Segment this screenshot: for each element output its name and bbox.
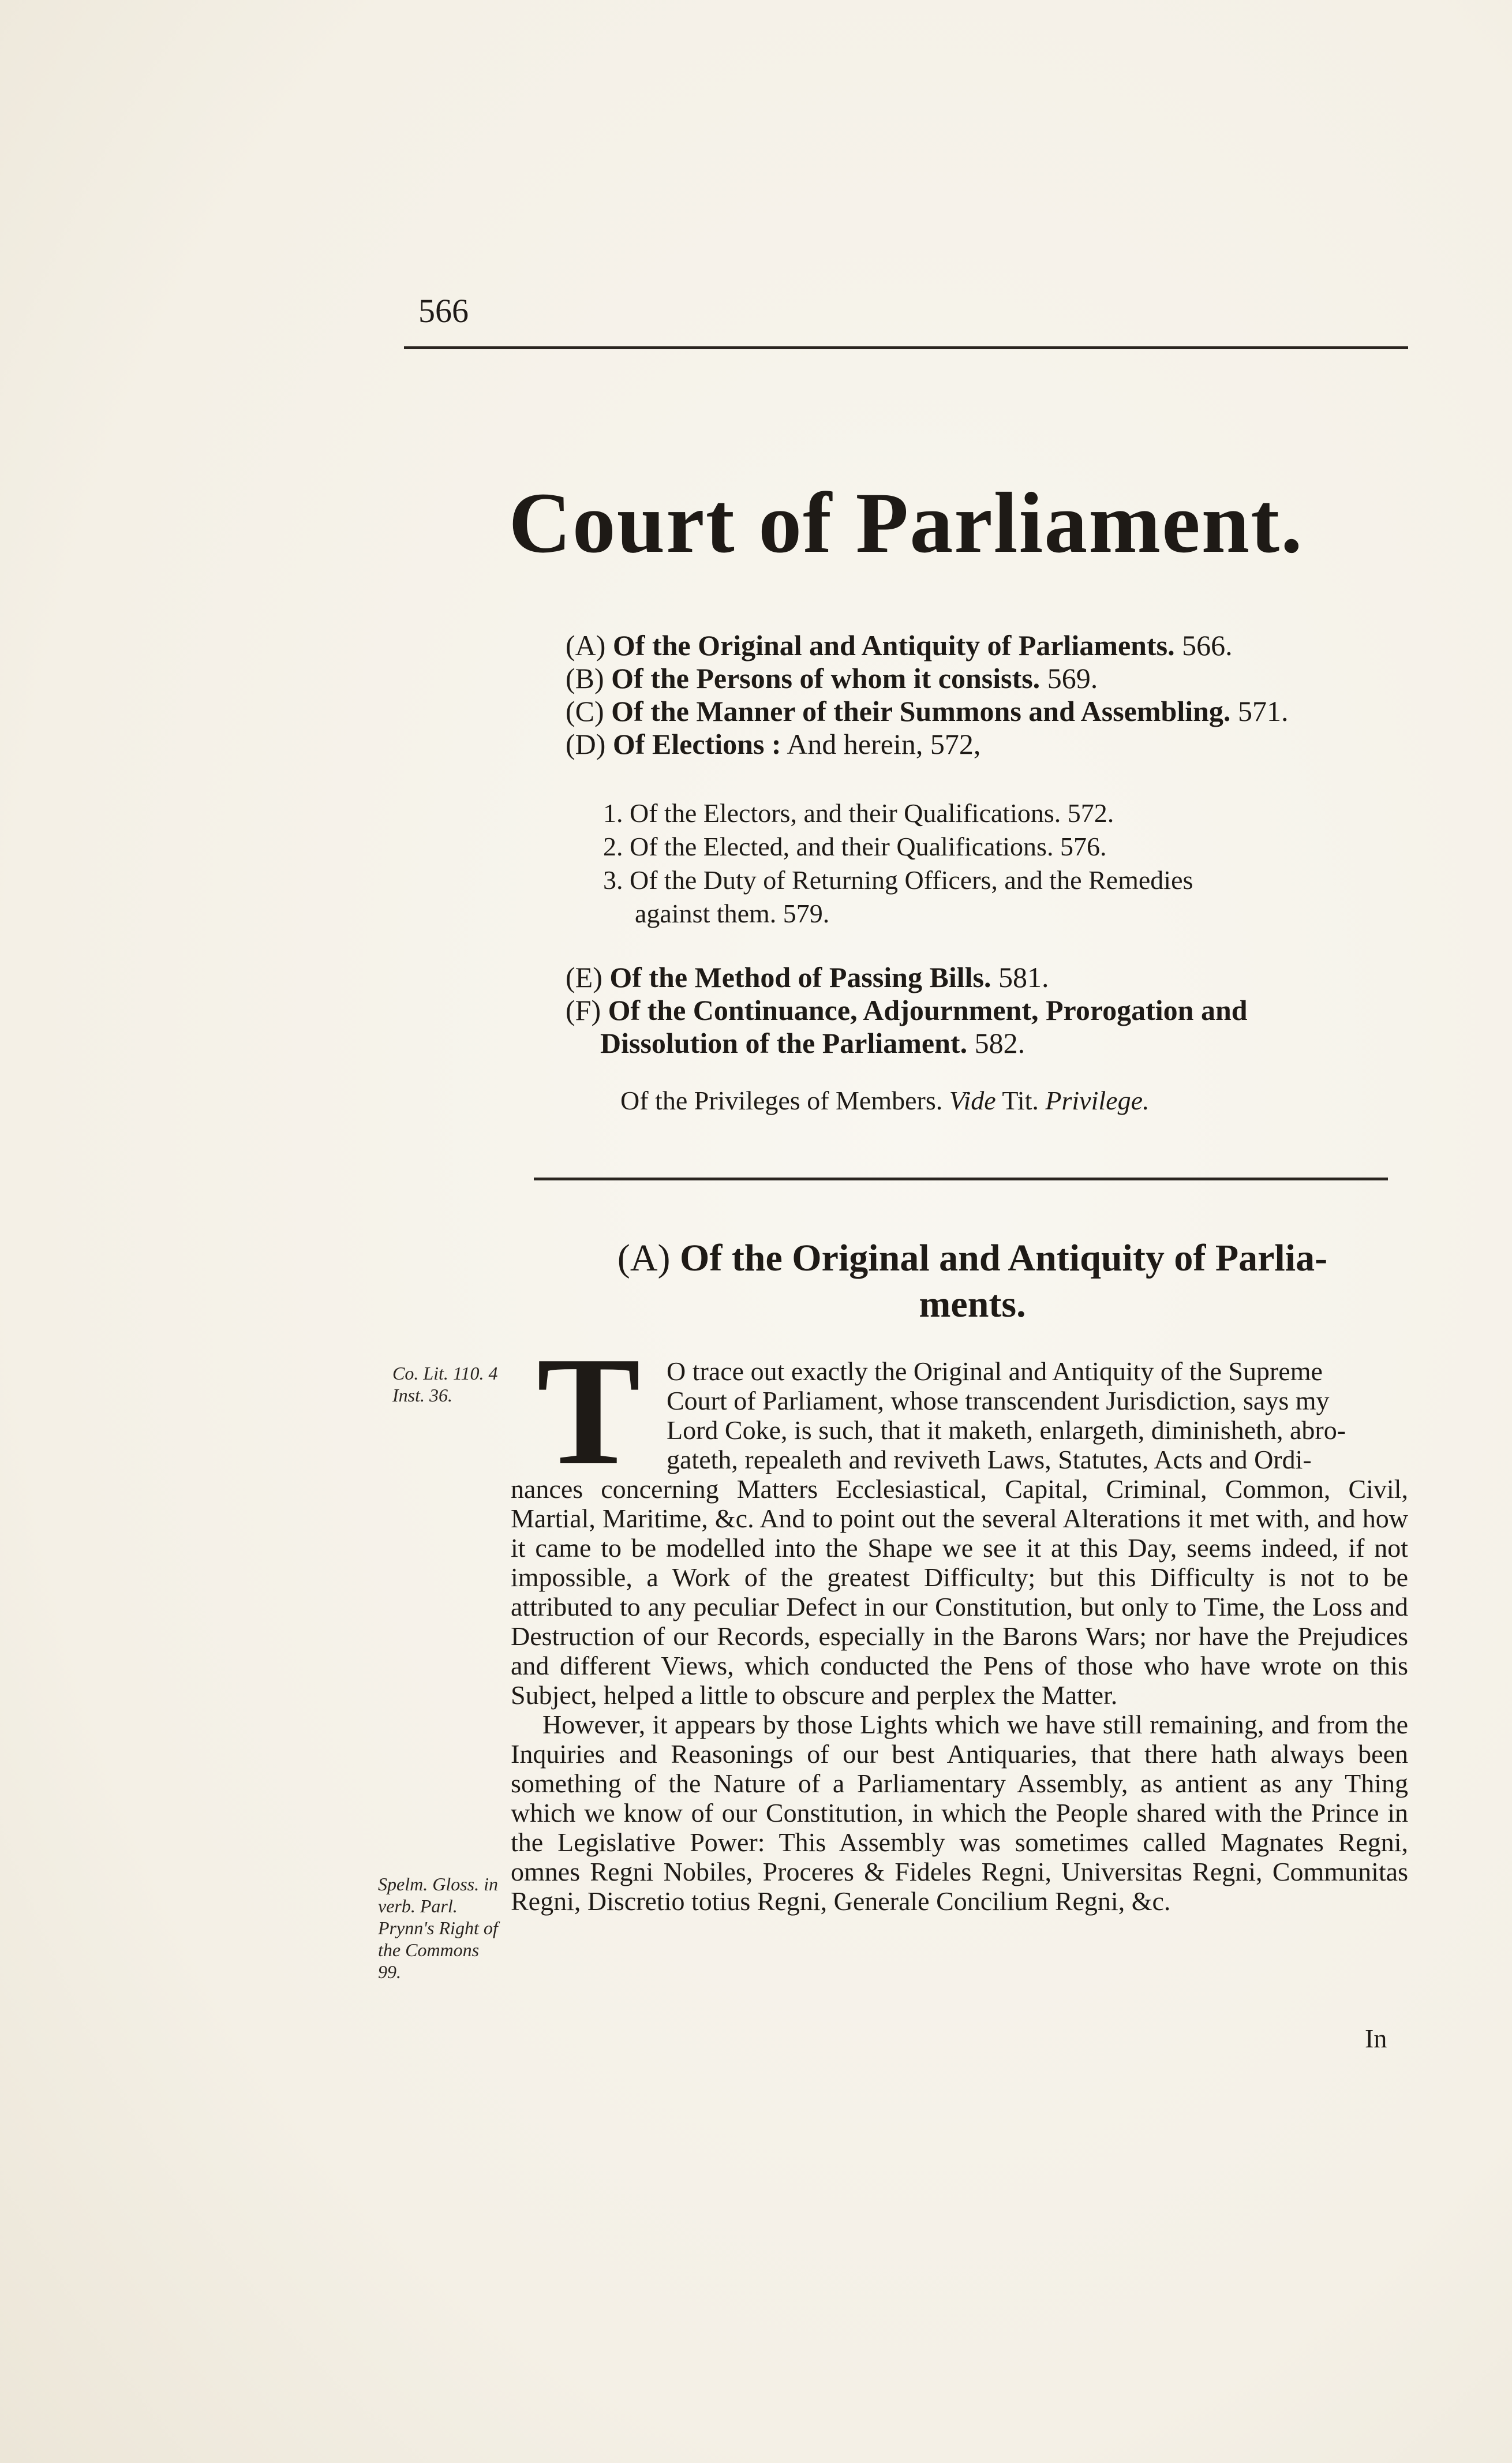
toc-entry-b xyxy=(566,662,1420,695)
toc-page: 566. xyxy=(1182,629,1233,661)
body-text xyxy=(511,1356,1408,1916)
page-number: 566 xyxy=(418,292,469,330)
toc-letter: (F) xyxy=(566,994,601,1026)
toc-letter: (D) xyxy=(566,728,606,760)
toc-heading: Of the Method of Passing Bills. xyxy=(609,961,991,993)
drop-cap: T xyxy=(537,1325,641,1497)
toc-heading: Of the Persons of whom it consists. xyxy=(611,662,1041,694)
toc-entry-a xyxy=(566,629,1420,662)
table-of-contents xyxy=(566,629,1420,761)
toc-heading: Of the Original and Antiquity of Parliaments. xyxy=(612,629,1175,661)
toc-letter: (A) xyxy=(566,629,606,661)
toc-entry-f-continued xyxy=(566,1027,1420,1060)
section-rule xyxy=(534,1178,1388,1180)
margin-note: Co. Lit. 110. 4 Inst. 36. xyxy=(392,1363,498,1406)
toc-page: 581. xyxy=(998,961,1049,993)
toc-heading: Of the Manner of their Summons and Assembling. xyxy=(611,695,1231,727)
sub-item: 2. Of the Elected, and their Qualifications. 576. xyxy=(603,832,1107,861)
sub-item: 1. Of the Electors, and their Qualifications. 572. xyxy=(603,798,1114,828)
toc-letter: (E) xyxy=(566,961,602,993)
paragraph-1 xyxy=(511,1356,1408,1710)
toc-letter: (B) xyxy=(566,662,604,694)
header-rule xyxy=(404,346,1408,349)
see-also-text: Of the Privileges of Members. xyxy=(620,1086,943,1115)
section-heading-line xyxy=(534,1235,1411,1281)
toc-page: 582. xyxy=(974,1027,1026,1059)
toc-page: 569. xyxy=(1047,662,1098,694)
see-also-ref: Privilege. xyxy=(1045,1086,1150,1115)
page-title: Court of Parliament. xyxy=(508,475,1304,571)
section-heading-line-2: ments. xyxy=(919,1283,1026,1325)
toc-heading: Of the Continuance, Adjournment, Prorogation and xyxy=(608,994,1248,1026)
section-letter: (A) xyxy=(617,1237,671,1279)
toc-entry-e xyxy=(566,961,1420,994)
toc-entry-d xyxy=(566,728,1420,761)
catchword: In xyxy=(1365,2024,1387,2053)
paragraph-2: However, it appears by those Lights which we have still remaining, and from the Inquiries and Reasonings of our best Antiquaries, that there hath always been something of the Nature of a Parliamentary Assembly, as antient as any Thing which we know of our Constitution, in which the People shared with the Prince in the Legislative Power: This Assembly was sometimes called Magnates Regni, omnes Regni Nobiles, Proceres & Fideles Regni, Universitas Regni, Communitas Regni, Discretio totius Regni, Generale Concilium Regni, &c. xyxy=(511,1710,1408,1916)
paragraph-text: nances concerning Matters Ecclesiastical, Capital, Criminal, Common, Civil, Martial, Maritime, &c. And to point out the several Alterations it met with, and how it came to be modelled into the Shape we see it at this Day, seems indeed, if not impossible, a Work of the greatest Difficulty; but this Difficulty is not to be attributed to any peculiar Defect in our Constitution, but only to Time, the Loss and Destruction of our Records, especially in the Barons Wars; nor have the Prejudices and different Views, which conducted the Pens of those who have wrote on this Subject, helped a little to obscure and perplex the Matter. xyxy=(511,1474,1408,1710)
see-also-note xyxy=(620,1085,1149,1116)
text-line: Court of Parliament, whose transcendent Jurisdiction, says my xyxy=(667,1386,1330,1415)
sub-item: 3. Of the Duty of Returning Officers, and the Remedies xyxy=(603,865,1193,895)
toc-page: 571. xyxy=(1237,695,1289,727)
toc-sub-list xyxy=(603,797,1411,930)
text-line: gateth, repealeth and reviveth Laws, Statutes, Acts and Ordi- xyxy=(667,1445,1312,1474)
text-line: Lord Coke, is such, that it maketh, enlargeth, diminisheth, abro- xyxy=(667,1415,1346,1445)
section-heading xyxy=(534,1235,1411,1328)
toc-entry-c xyxy=(566,695,1420,728)
toc-entry-f xyxy=(566,994,1420,1027)
toc-letter: (C) xyxy=(566,695,604,727)
see-also-vide: Vide xyxy=(949,1086,996,1115)
see-also-tit: Tit. xyxy=(1002,1086,1039,1115)
table-of-contents-continued xyxy=(566,961,1420,1060)
section-title: Of the Original and Antiquity of Parlia- xyxy=(680,1237,1328,1279)
margin-note: Spelm. Gloss. in verb. Parl. Prynn's Right of the Commons 99. xyxy=(378,1874,498,1982)
text-line: O trace out exactly the Original and Antiquity of the Supreme xyxy=(667,1356,1323,1386)
toc-heading: Of Elections : xyxy=(612,728,781,760)
toc-heading: Dissolution of the Parliament. xyxy=(600,1027,968,1059)
toc-page: And herein, 572, xyxy=(787,728,981,760)
sub-item: against them. 579. xyxy=(635,899,830,928)
